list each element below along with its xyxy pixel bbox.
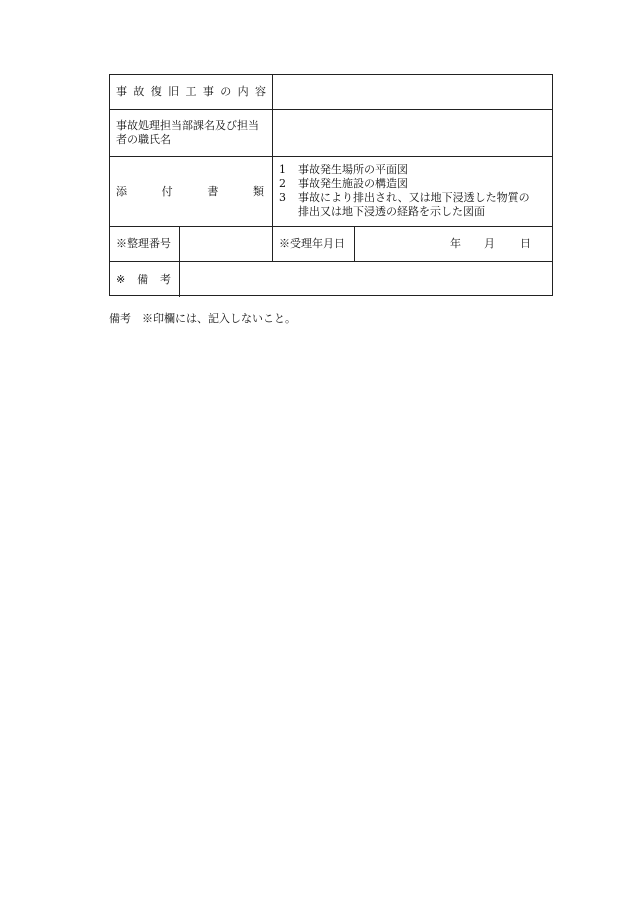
list-item-continuation: 排出又は地下浸透の経路を示した図面 <box>298 205 485 218</box>
remarks-label: ※ 備 考 <box>110 262 180 297</box>
ref-number-field[interactable] <box>180 227 273 261</box>
attachments-list <box>273 157 552 226</box>
restoration-work-label: 事 故 復 旧 工 事 の 内 容 <box>110 75 273 109</box>
department-label: 事故処理担当部課名及び担当 者の職氏名 <box>110 110 273 156</box>
received-date-field[interactable] <box>355 227 552 261</box>
remarks-field[interactable] <box>180 262 552 297</box>
list-item: 3 事故により排出され、又は地下浸透した物質の <box>279 191 530 204</box>
ref-number-label: ※整理番号 <box>110 227 180 261</box>
year-unit: 年 <box>450 237 461 250</box>
department-field[interactable] <box>273 110 552 156</box>
list-item: 1 事故発生場所の平面図 <box>279 163 408 176</box>
restoration-work-field[interactable] <box>273 75 552 109</box>
row-department <box>110 110 552 157</box>
attachments-label: 添 付 書 類 <box>110 157 273 226</box>
form-table <box>109 74 553 296</box>
day-unit: 日 <box>520 237 531 250</box>
footer-note: 備考 ※印欄には、記入しないこと。 <box>109 312 296 325</box>
received-date-label: ※受理年月日 <box>273 227 355 261</box>
row-attachments <box>110 157 552 227</box>
row-reference <box>110 227 552 262</box>
month-unit: 月 <box>484 237 495 250</box>
row-restoration-work <box>110 75 552 110</box>
row-remarks <box>110 262 552 297</box>
list-item: 2 事故発生施設の構造図 <box>279 177 408 190</box>
